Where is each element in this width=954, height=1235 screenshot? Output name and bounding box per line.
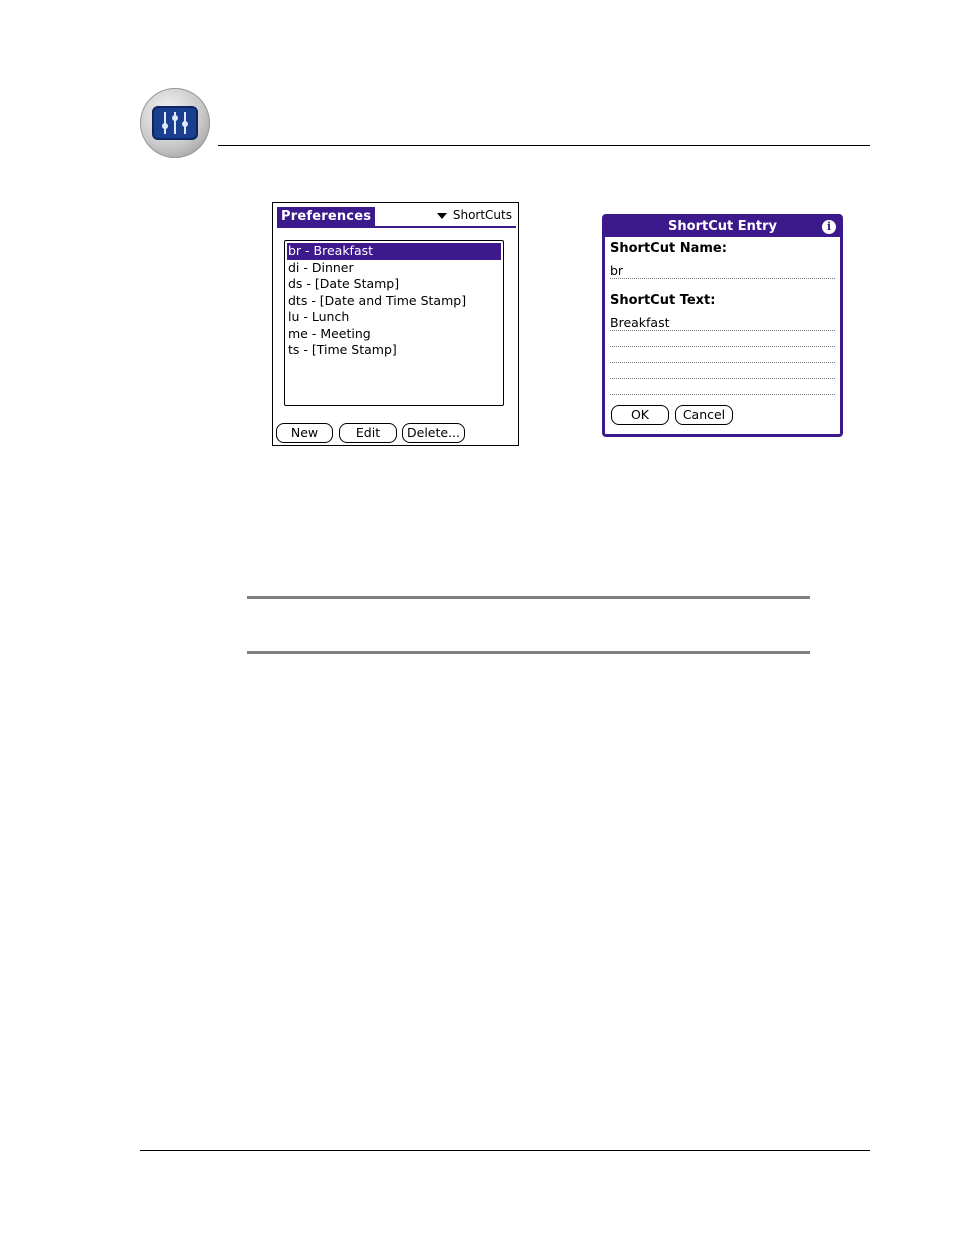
header-rule bbox=[218, 145, 870, 146]
note-rule-top bbox=[247, 596, 810, 599]
list-item[interactable]: ts - [Time Stamp] bbox=[288, 342, 397, 357]
dialog-title: ShortCut Entry bbox=[605, 217, 840, 237]
edit-button[interactable]: Edit bbox=[339, 423, 397, 443]
preferences-shortcuts-screen bbox=[272, 202, 519, 446]
list-item[interactable]: ds - [Date Stamp] bbox=[288, 276, 400, 291]
list-item[interactable]: di - Dinner bbox=[288, 259, 354, 275]
cancel-button[interactable]: Cancel bbox=[675, 405, 733, 425]
sliders-icon bbox=[149, 97, 201, 149]
list-item[interactable]: me - Meeting bbox=[288, 325, 371, 341]
shortcut-text-label: ShortCut Text: bbox=[610, 293, 716, 308]
footer-rule bbox=[140, 1150, 870, 1151]
shortcuts-picker[interactable] bbox=[437, 207, 512, 223]
shortcut-text-line[interactable] bbox=[610, 347, 835, 363]
shortcut-name-field[interactable]: br bbox=[610, 263, 835, 279]
preferences-title: Preferences bbox=[277, 207, 375, 227]
list-item[interactable]: dts - [Date and Time Stamp] bbox=[288, 292, 467, 308]
shortcut-text-field[interactable]: Breakfast bbox=[610, 315, 835, 331]
delete-button[interactable]: Delete... bbox=[402, 423, 465, 443]
dropdown-triangle-icon bbox=[437, 213, 447, 219]
ok-button[interactable]: OK bbox=[611, 405, 669, 425]
list-item[interactable]: br - Breakfast bbox=[287, 243, 501, 260]
note-rule-bottom bbox=[247, 651, 810, 654]
prefs-app-icon bbox=[140, 88, 210, 158]
new-button[interactable]: New bbox=[276, 423, 333, 443]
info-icon[interactable]: i bbox=[822, 220, 836, 234]
shortcut-entry-dialog bbox=[602, 214, 843, 437]
shortcut-name-label: ShortCut Name: bbox=[610, 241, 727, 256]
shortcut-text-line[interactable] bbox=[610, 379, 835, 395]
shortcut-list[interactable] bbox=[284, 240, 504, 406]
picker-label: ShortCuts bbox=[452, 208, 512, 222]
title-underline bbox=[277, 226, 516, 228]
shortcut-text-line[interactable] bbox=[610, 363, 835, 379]
list-item[interactable]: lu - Lunch bbox=[288, 309, 350, 324]
shortcut-text-line[interactable] bbox=[610, 331, 835, 347]
